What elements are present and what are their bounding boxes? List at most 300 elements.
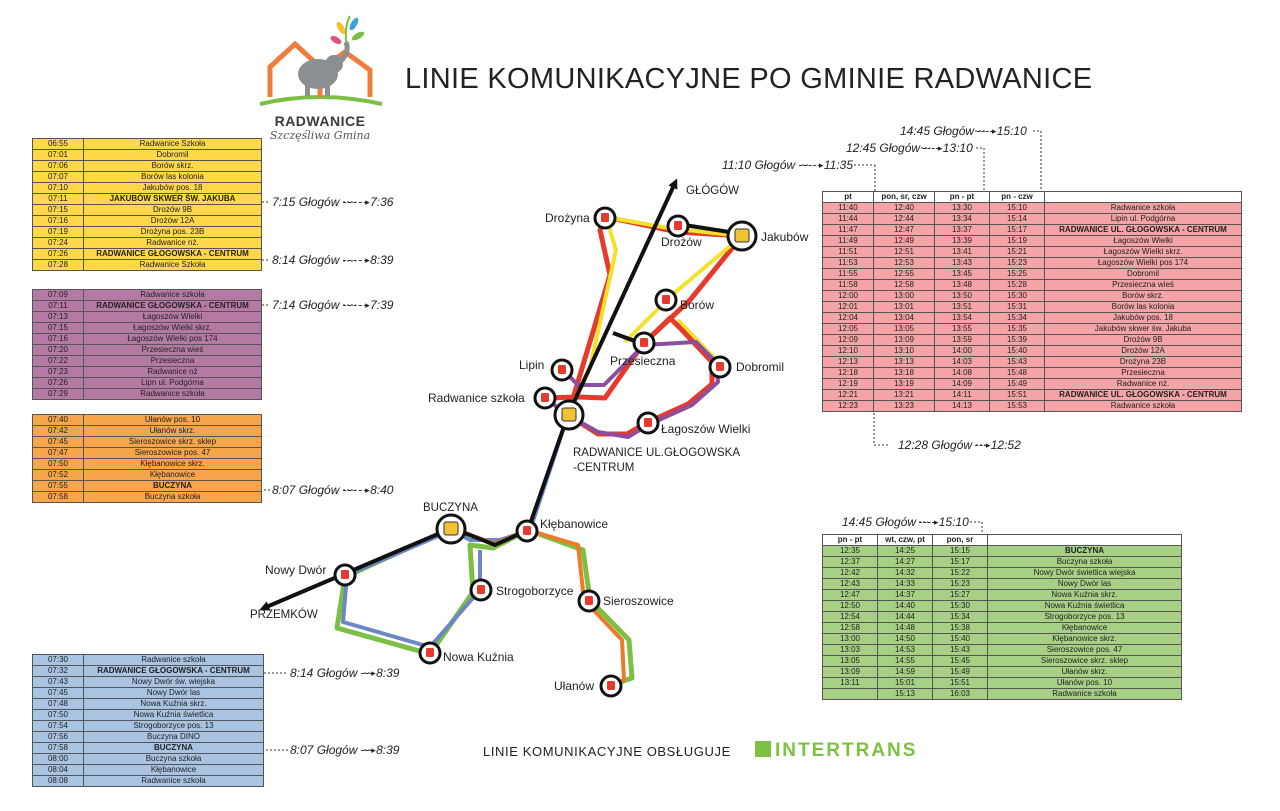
stop-cell: Radwanice Szkoła <box>84 139 262 150</box>
time-cell: 14:44 <box>878 612 933 623</box>
timetable-row <box>33 448 262 459</box>
timetable-row <box>823 302 1242 313</box>
time-cell: 08:08 <box>33 776 84 787</box>
stop-cell: Łagoszów Wielki skrz. <box>84 323 262 334</box>
conn-blue-1: 8:14 Głogów ▸ 8:39 <box>290 666 400 680</box>
stop-cell: Kłębanowice <box>84 765 264 776</box>
stop-lagoszow-wielki[interactable] <box>638 413 658 433</box>
time-cell: 12:13 <box>823 357 874 368</box>
stop-buczyna[interactable] <box>437 515 465 543</box>
logo-title: RADWANICE <box>274 113 366 129</box>
arrow-south-label: PRZEMKÓW <box>250 609 318 621</box>
label-sieroszowice: Sieroszowice <box>603 594 674 608</box>
time-cell: 14:32 <box>878 568 933 579</box>
time-cell: 12:50 <box>823 601 878 612</box>
timetable-row <box>33 754 264 765</box>
conn-pink-4: 12:28 Głogów ▸ 12:52 <box>898 438 1021 452</box>
stop-cell: BUCZYNA <box>84 743 264 754</box>
timetable-row <box>33 481 262 492</box>
label-centrum-line1: RADWANICE UL.GŁOGOWSKA <box>573 447 740 459</box>
timetable-row <box>823 247 1242 258</box>
time-cell: 07:26 <box>33 378 84 389</box>
stop-cell: Przesieczna wieś <box>84 345 262 356</box>
time-cell: 15:28 <box>990 280 1045 291</box>
time-cell: 14:00 <box>935 346 990 357</box>
time-cell: 07:26 <box>33 249 84 260</box>
stop-cell: Borów las kolonia <box>84 172 262 183</box>
time-cell: 13:54 <box>935 313 990 324</box>
time-cell: 12:51 <box>874 247 935 258</box>
stop-cell: Ułanów skrz. <box>84 426 262 437</box>
stop-cell: JAKUBÓW SKWER ŚW. JAKUBA <box>84 194 262 205</box>
timetable-row <box>823 546 1182 557</box>
stop-borow[interactable] <box>656 290 676 310</box>
label-buczyna: BUCZYNA <box>423 502 478 514</box>
time-cell: 14:53 <box>878 645 933 656</box>
time-cell: 11:51 <box>823 247 874 258</box>
timetable-row <box>33 666 264 677</box>
time-cell: 14:13 <box>935 401 990 412</box>
time-cell: 15:51 <box>990 390 1045 401</box>
conn-yellow-2: 8:14 Głogów ▸ 8:39 <box>272 253 394 267</box>
time-cell: 07:58 <box>33 492 84 503</box>
stop-cell: Nowy Dwór św. wiejska <box>84 677 264 688</box>
stop-cell: RADWANICE GŁOGOWSKA - CENTRUM <box>84 666 264 677</box>
label-nowa-kuznia: Nowa Kuźnia <box>443 650 514 664</box>
time-cell: 14:33 <box>878 579 933 590</box>
stop-cell: Przesieczna <box>1045 368 1242 379</box>
time-cell: 13:43 <box>935 258 990 269</box>
time-cell: 12:42 <box>823 568 878 579</box>
label-lipin: Lipin <box>519 358 545 372</box>
header-cell: pon, sr, czw <box>874 192 935 203</box>
time-cell: 12:10 <box>823 346 874 357</box>
time-cell: 13:00 <box>874 291 935 302</box>
time-cell: 07:24 <box>33 238 84 249</box>
stop-cell: Radwanice szkoła <box>84 655 264 666</box>
time-cell: 06:55 <box>33 139 84 150</box>
time-cell: 07:45 <box>33 437 84 448</box>
time-cell: 15:30 <box>990 291 1045 302</box>
stop-cell: Radwanice szkoła <box>84 776 264 787</box>
time-cell: 12:04 <box>823 313 874 324</box>
stop-radwanice-szkola[interactable] <box>535 388 555 408</box>
timetable-row <box>823 203 1242 214</box>
time-cell: 07:50 <box>33 710 84 721</box>
stop-cell: RADWANICE UL. GŁOGOWSKA - CENTRUM <box>1045 225 1242 236</box>
time-cell: 13:37 <box>935 225 990 236</box>
time-cell: 15:45 <box>933 656 988 667</box>
stop-cell: Drożyna 23B <box>1045 357 1242 368</box>
time-cell: 07:07 <box>33 172 84 183</box>
stop-jakubow[interactable] <box>728 222 756 250</box>
stop-cell: Jakubów pos. 18 <box>1045 313 1242 324</box>
intertrans-square-icon <box>755 741 771 757</box>
time-cell: 13:50 <box>935 291 990 302</box>
timetable-row <box>33 721 264 732</box>
stop-cell: Przesieczna wieś <box>1045 280 1242 291</box>
stop-cell: Drożów 12A <box>84 216 262 227</box>
time-cell: 15:43 <box>933 645 988 656</box>
time-cell: 07:55 <box>33 481 84 492</box>
stop-cell: RADWANICE UL. GŁOGOWSKA - CENTRUM <box>1045 390 1242 401</box>
time-cell: 12:23 <box>823 401 874 412</box>
timetable-row <box>33 459 262 470</box>
stop-przesieczna[interactable] <box>634 333 654 353</box>
time-cell: 07:45 <box>33 688 84 699</box>
time-cell: 12:09 <box>823 335 874 346</box>
time-cell: 07:50 <box>33 459 84 470</box>
time-cell <box>823 689 878 700</box>
time-cell: 07:48 <box>33 699 84 710</box>
timetable-row <box>33 378 262 389</box>
time-cell: 13:05 <box>874 324 935 335</box>
stop-cell: Kłębanowice <box>84 470 262 481</box>
time-cell: 15:10 <box>990 203 1045 214</box>
time-cell: 15:31 <box>990 302 1045 313</box>
time-cell: 13:19 <box>874 379 935 390</box>
stop-radwanice-centrum[interactable] <box>555 401 583 429</box>
time-cell: 15:15 <box>933 546 988 557</box>
time-cell: 15:35 <box>990 324 1045 335</box>
timetable-row <box>823 634 1182 645</box>
label-lagoszow-wielki: Łagoszów Wielki <box>661 422 751 436</box>
stop-cell: Strogoborzyce pos. 13 <box>988 612 1182 623</box>
stop-cell: Ułanów pos. 10 <box>84 415 262 426</box>
timetable-row <box>33 290 262 301</box>
intertrans-brand: INTERTRANS <box>775 740 918 761</box>
stop-cell: Nowy Dwór las <box>84 688 264 699</box>
stop-cell: Jakubów pos. 18 <box>84 183 262 194</box>
time-cell: 08:00 <box>33 754 84 765</box>
stop-cell: Radwanice nż. <box>1045 379 1242 390</box>
timetable-row <box>823 335 1242 346</box>
timetable-row <box>33 356 262 367</box>
time-cell: 07:42 <box>33 426 84 437</box>
label-centrum-line2: -CENTRUM <box>573 462 635 474</box>
timetable-row <box>33 688 264 699</box>
timetable-row <box>823 601 1182 612</box>
time-cell: 13:09 <box>823 667 878 678</box>
label-ulanow: Ułanów <box>554 679 595 693</box>
label-radwanice-szkola: Radwanice szkoła <box>428 391 525 405</box>
stop-cell: Buczyna szkoła <box>84 492 262 503</box>
time-cell: 14:40 <box>878 601 933 612</box>
label-drozow: Drożów <box>661 235 702 249</box>
time-cell: 13:30 <box>935 203 990 214</box>
timetable-row <box>33 732 264 743</box>
timetable-row <box>823 225 1242 236</box>
time-cell: 14:37 <box>878 590 933 601</box>
timetable-row <box>33 312 262 323</box>
timetable-row <box>823 324 1242 335</box>
time-cell: 12:18 <box>823 368 874 379</box>
time-cell: 11:47 <box>823 225 874 236</box>
timetable-row <box>33 699 264 710</box>
time-cell: 12:00 <box>823 291 874 302</box>
stop-nowy-dwor[interactable] <box>335 565 355 585</box>
timetable-row <box>823 269 1242 280</box>
header-cell: pon, sr <box>933 535 988 546</box>
stop-nowa-kuznia[interactable] <box>420 643 440 663</box>
stop-cell: Łagoszów Wielki pos 174 <box>1045 258 1242 269</box>
stop-cell: Ułanów pos. 10 <box>988 678 1182 689</box>
stop-klebanowice[interactable] <box>517 521 537 541</box>
time-cell: 07:16 <box>33 334 84 345</box>
timetable-row <box>33 655 264 666</box>
stop-ulanow[interactable] <box>601 676 621 696</box>
time-cell: 12:01 <box>823 302 874 313</box>
conn-pink-3: 11:10 Głogów ▸ 11:35 <box>722 158 853 172</box>
time-cell: 13:01 <box>874 302 935 313</box>
stop-cell: BUCZYNA <box>988 546 1182 557</box>
time-cell: 07:15 <box>33 323 84 334</box>
timetable-row <box>823 401 1242 412</box>
stop-cell: Radwanice nż <box>84 367 262 378</box>
time-cell: 11:53 <box>823 258 874 269</box>
logo-subtitle: Szczęśliwa Gmina <box>269 129 371 142</box>
stop-lipin[interactable] <box>552 360 572 380</box>
timetable-row <box>33 216 262 227</box>
time-cell: 07:15 <box>33 205 84 216</box>
time-cell: 11:58 <box>823 280 874 291</box>
time-cell: 13:05 <box>823 656 878 667</box>
time-cell: 12:49 <box>874 236 935 247</box>
main-trunk-south <box>264 415 568 608</box>
label-dobromil: Dobromil <box>736 360 785 374</box>
timetable-row <box>33 415 262 426</box>
time-cell: 12:44 <box>874 214 935 225</box>
time-cell: 15:01 <box>878 678 933 689</box>
time-cell: 13:23 <box>874 401 935 412</box>
timetable-row <box>823 379 1242 390</box>
time-cell: 13:55 <box>935 324 990 335</box>
time-cell: 12:58 <box>823 623 878 634</box>
timetable-row <box>33 260 262 271</box>
time-cell: 07:09 <box>33 290 84 301</box>
time-cell: 14:08 <box>935 368 990 379</box>
timetable-row <box>33 194 262 205</box>
stop-cell: Łagoszów Wielki pos 174 <box>84 334 262 345</box>
time-cell: 07:52 <box>33 470 84 481</box>
time-cell: 15:49 <box>933 667 988 678</box>
time-cell: 13:09 <box>874 335 935 346</box>
timetable-row <box>33 172 262 183</box>
header-cell: wt, czw, pt <box>878 535 933 546</box>
time-cell: 13:10 <box>874 346 935 357</box>
time-cell: 15:21 <box>990 247 1045 258</box>
timetable-row <box>823 346 1242 357</box>
stop-dobromil[interactable] <box>710 357 730 377</box>
time-cell: 15:17 <box>933 557 988 568</box>
time-cell: 15:48 <box>990 368 1045 379</box>
time-cell: 12:47 <box>874 225 935 236</box>
time-cell: 15:38 <box>933 623 988 634</box>
timetable-row <box>823 689 1182 700</box>
footer-operator-text: LINIE KOMUNIKACYJNE OBSŁUGUJE <box>483 744 731 759</box>
time-cell: 13:39 <box>935 236 990 247</box>
time-cell: 07:30 <box>33 655 84 666</box>
time-cell: 14:25 <box>878 546 933 557</box>
header-cell: pn - pt <box>935 192 990 203</box>
time-cell: 15:19 <box>990 236 1045 247</box>
time-cell: 07:43 <box>33 677 84 688</box>
timetable-row <box>823 368 1242 379</box>
stop-cell: Nowa Kuźnia świetlica <box>988 601 1182 612</box>
timetable-row <box>823 667 1182 678</box>
time-cell: 15:23 <box>990 258 1045 269</box>
stop-cell: Strogoborzyce pos. 13 <box>84 721 264 732</box>
stop-cell: Łagoszów Wielki <box>84 312 262 323</box>
time-cell: 14:09 <box>935 379 990 390</box>
time-cell: 11:44 <box>823 214 874 225</box>
time-cell: 07:29 <box>33 389 84 400</box>
timetable-orange <box>32 414 262 503</box>
time-cell: 13:00 <box>823 634 878 645</box>
conn-blue-2: 8:07 Głogów ▸ 8:39 <box>290 743 400 757</box>
time-cell: 13:11 <box>823 678 878 689</box>
timetable-row <box>33 367 262 378</box>
timetable-row <box>823 656 1182 667</box>
time-cell: 13:59 <box>935 335 990 346</box>
time-cell: 15:27 <box>933 590 988 601</box>
time-cell: 12:53 <box>874 258 935 269</box>
timetable-purple <box>32 289 262 400</box>
time-cell: 13:48 <box>935 280 990 291</box>
time-cell: 14:50 <box>878 634 933 645</box>
time-cell: 12:58 <box>874 280 935 291</box>
timetable-row <box>823 280 1242 291</box>
conn-yellow-1: 7:15 Głogów ▸ 7:36 <box>272 195 394 209</box>
time-cell: 14:27 <box>878 557 933 568</box>
time-cell: 07:56 <box>33 732 84 743</box>
stop-drozow[interactable] <box>668 216 688 236</box>
timetable-row <box>33 743 264 754</box>
time-cell: 07:11 <box>33 301 84 312</box>
time-cell: 12:19 <box>823 379 874 390</box>
timetable-row <box>823 236 1242 247</box>
time-cell: 15:34 <box>933 612 988 623</box>
stop-cell: Nowa Kuźnia skrz. <box>84 699 264 710</box>
stop-cell: Nowy Dwór świetlica wiejska <box>988 568 1182 579</box>
timetable-row <box>33 765 264 776</box>
stop-cell: Radwanice szkoła <box>988 689 1182 700</box>
timetable-row <box>823 291 1242 302</box>
stop-cell: Lipin ul. Podgórna <box>1045 214 1242 225</box>
time-cell: 15:14 <box>990 214 1045 225</box>
time-cell: 15:39 <box>990 335 1045 346</box>
time-cell: 15:22 <box>933 568 988 579</box>
stop-cell: Borów las kolonia <box>1045 302 1242 313</box>
time-cell: 13:03 <box>823 645 878 656</box>
timetable-row <box>823 214 1242 225</box>
timetable-row <box>33 345 262 356</box>
timetable-row <box>823 313 1242 324</box>
stop-cell: Nowa Kuźnia świetlica <box>84 710 264 721</box>
stop-cell: Lipn ul. Podgórna <box>84 378 262 389</box>
time-cell: 07:47 <box>33 448 84 459</box>
time-cell: 15:34 <box>990 313 1045 324</box>
stop-cell: Drożów 9B <box>1045 335 1242 346</box>
time-cell: 12:40 <box>874 203 935 214</box>
timetable-row <box>33 437 262 448</box>
conn-purple-1: 7:14 Głogów ▸ 7:39 <box>272 298 394 312</box>
header-cell: pn - pt <box>823 535 878 546</box>
time-cell: 12:21 <box>823 390 874 401</box>
time-cell: 12:54 <box>823 612 878 623</box>
timetable-row <box>823 557 1182 568</box>
timetable-row <box>33 227 262 238</box>
time-cell: 07:40 <box>33 415 84 426</box>
time-cell: 14:11 <box>935 390 990 401</box>
time-cell: 07:11 <box>33 194 84 205</box>
stop-cell: BUCZYNA <box>84 481 262 492</box>
stop-cell: Buczyna szkoła <box>84 754 264 765</box>
conn-pink-2: 12:45 Głogów ▸ 13:10 <box>846 141 973 155</box>
time-cell: 14:59 <box>878 667 933 678</box>
header-cell <box>1045 192 1242 203</box>
timetable-row <box>33 677 264 688</box>
time-cell: 07:20 <box>33 345 84 356</box>
timetable-row <box>823 390 1242 401</box>
timetable-row <box>33 150 262 161</box>
timetable-row <box>823 623 1182 634</box>
stop-sieroszowice[interactable] <box>579 591 599 611</box>
stop-cell: Buczyna szkoła <box>988 557 1182 568</box>
stop-cell: Borów skrz. <box>1045 291 1242 302</box>
timetable-row <box>33 205 262 216</box>
label-jakubow: Jakubów <box>761 230 809 244</box>
stop-cell: Kłębanowice skrz. <box>988 634 1182 645</box>
timetable-yellow <box>32 138 262 271</box>
stop-cell: Drożyna pos. 23B <box>84 227 262 238</box>
conn-pink-1: 14:45 Głogów ▸ 15:10 <box>900 124 1027 138</box>
label-drozyna: Drożyna <box>545 211 590 225</box>
time-cell: 11:49 <box>823 236 874 247</box>
stop-drozyna[interactable] <box>595 208 615 228</box>
time-cell: 12:43 <box>823 579 878 590</box>
stop-cell: RADWANICE GŁOGOWSKA - CENTRUM <box>84 249 262 260</box>
time-cell: 15:40 <box>990 346 1045 357</box>
stop-cell: Sieroszowice skrz. sklep <box>988 656 1182 667</box>
stop-cell: Radwanice szkoła <box>1045 401 1242 412</box>
time-cell: 13:41 <box>935 247 990 258</box>
time-cell: 13:04 <box>874 313 935 324</box>
time-cell: 12:35 <box>823 546 878 557</box>
time-cell: 15:30 <box>933 601 988 612</box>
timetable-row <box>823 568 1182 579</box>
stop-cell: Sieroszowice skrz. sklep <box>84 437 262 448</box>
stop-cell: Nowy Dwór las <box>988 579 1182 590</box>
stop-strogoborzyce[interactable] <box>471 580 491 600</box>
time-cell: 07:32 <box>33 666 84 677</box>
time-cell: 14:48 <box>878 623 933 634</box>
time-cell: 07:16 <box>33 216 84 227</box>
timetable-row <box>33 334 262 345</box>
time-cell: 07:54 <box>33 721 84 732</box>
time-cell: 07:22 <box>33 356 84 367</box>
timetable-row <box>33 161 262 172</box>
stop-cell: Łagoszów Wielki <box>1045 236 1242 247</box>
timetable-row <box>33 426 262 437</box>
stop-cell: RADWANICE GŁOGOWSKA - CENTRUM <box>84 301 262 312</box>
stop-cell: Radwanice Szkoła <box>84 260 262 271</box>
conn-green-1: 14:45 Głogów ▸ 15:10 <box>842 515 969 529</box>
arrow-north-label: GŁÓGÓW <box>686 185 740 197</box>
label-klebanowice: Kłębanowice <box>540 517 609 531</box>
header-cell: pt <box>823 192 874 203</box>
time-cell: 07:23 <box>33 367 84 378</box>
